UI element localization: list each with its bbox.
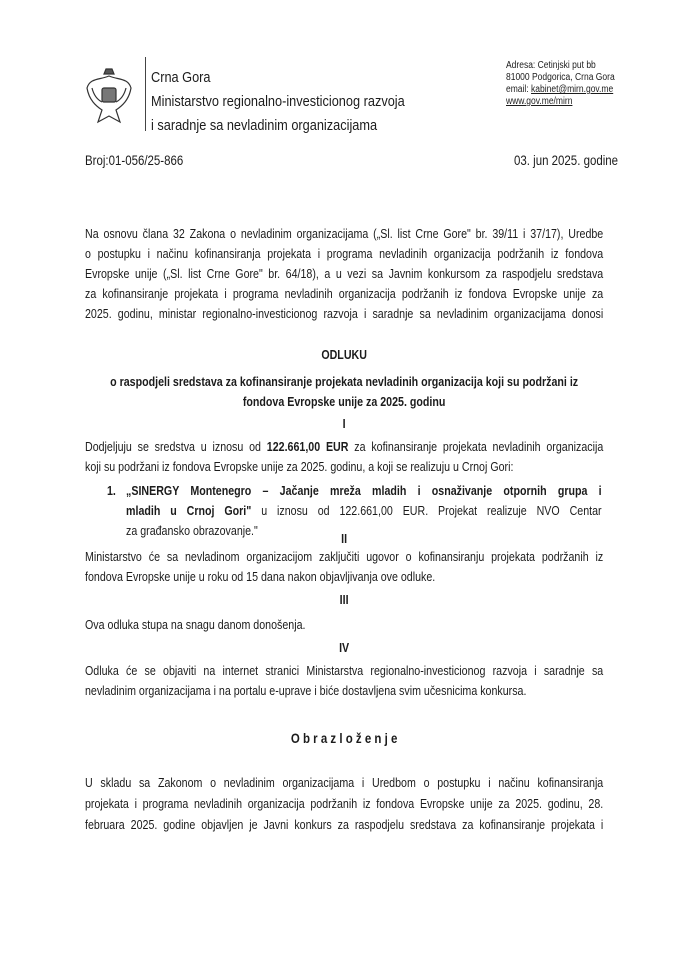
address-line1: Adresa: Cetinjski put bb xyxy=(506,60,596,71)
section2-line: Ministarstvo će sa nevladinom organizacijom zaključiti ugovor o kofinansiranju projekata podržanih iz xyxy=(85,549,604,564)
explanation-line: februara 2025. godine objavljen je Javni konkurs za raspodjelu sredstava za kofinansiranje projekata i xyxy=(85,817,604,832)
preamble-line: za kofinansiranje projekata i programa nevladinih organizacija podržanih iz fondova Evropske unije za xyxy=(85,286,604,301)
explanation-line: U skladu sa Zakonom o nevladinim organizacijama i Uredbom o postupku i načinu kofinansiranja xyxy=(85,775,604,790)
reference-number: Broj:01-056/25-866 xyxy=(85,152,184,168)
section-numeral-2: II xyxy=(341,531,348,546)
explanation-line: projekata i programa nevladinih organizacija podržanih iz fondova Evropske unije za 2025. godinu, 28. xyxy=(85,796,604,811)
amount: 122.661,00 EUR xyxy=(266,439,349,454)
section4-line: nevladinim organizacijama i na portalu e-uprave i biće dostavljena svim učesnicima konkursa. xyxy=(85,683,527,698)
list-item-line xyxy=(126,503,602,519)
decision-subtitle-line: o raspodjeli sredstava za kofinansiranje projekata nevladinih organizacija koji su podržani iz xyxy=(110,374,579,389)
section2-line: fondova Evropske unije u roku od 15 dana nakon objavljivanja ove odluke. xyxy=(85,569,436,584)
text: u iznosu od 122.661,00 EUR. Projekat realizuje NVO Centar xyxy=(251,503,602,518)
text: za kofinansiranje projekata nevladinih organizacija xyxy=(348,439,604,454)
preamble-line: 2025. godinu, ministar regionalno-investicionog razvoja i saradnje sa nevladinim organizacijama donosi xyxy=(85,306,604,321)
project-name: mladih u Crnoj Gori" xyxy=(126,503,252,518)
ministry-name-line2: i saradnje sa nevladinim organizacijama xyxy=(151,117,378,134)
explanation-heading: O b r a z l o ž e n j e xyxy=(290,730,398,746)
preamble-line: Evropske unije („Sl. list Crne Gore" br. 64/18), a u vezi sa Javnim konkursom za raspodjelu sredstava xyxy=(85,266,604,281)
section1-line xyxy=(85,439,603,455)
ministry-name-line1: Ministarstvo regionalno-investicionog razvoja xyxy=(151,93,405,110)
header-divider xyxy=(145,57,146,131)
country-name: Crna Gora xyxy=(151,69,211,86)
decision-title: ODLUKU xyxy=(321,347,367,362)
email-link[interactable]: kabinet@mirn.gov.me xyxy=(531,84,614,95)
section-numeral-1: I xyxy=(342,416,346,431)
section1-line: koji su podržani iz fondova Evropske unije za 2025. godinu, a koji se realizuju u Crnoj Gori: xyxy=(85,459,514,474)
list-item-number: 1. xyxy=(107,483,116,498)
preamble-line: Na osnovu člana 32 Zakona o nevladinim organizacijama („Sl. list Crne Gore" br. 39/11 i 37/17), Uredbe xyxy=(85,226,604,241)
section3-line: Ova odluka stupa na snagu danom donošenja. xyxy=(85,617,306,632)
list-item-line: za građansko obrazovanje." xyxy=(126,523,258,538)
text: Dodjeljuju se sredstva u iznosu od xyxy=(85,439,267,454)
section4-line: Odluka će se objaviti na internet stranici Ministarstva regionalno-investicionog razvoja i saradnje sa xyxy=(85,663,604,678)
decision-subtitle-line: fondova Evropske unije za 2025. godinu xyxy=(242,394,446,409)
website-link[interactable]: www.gov.me/mirn xyxy=(506,96,573,107)
address-line2: 81000 Podgorica, Crna Gora xyxy=(506,72,615,83)
section-numeral-4: IV xyxy=(339,640,350,655)
email-line xyxy=(506,84,613,96)
preamble-line: o postupku i načinu kofinansiranja projekata i programa nevladinih organizacija podržanih iz fondova xyxy=(85,246,604,261)
section-numeral-3: III xyxy=(339,592,349,607)
email-label: email: xyxy=(506,84,532,95)
list-item-line: „SINERGY Montenegro – Jačanje mreža mladih i osnaživanje otpornih grupa i xyxy=(126,483,602,498)
coat-of-arms-icon xyxy=(84,66,134,128)
document-date: 03. jun 2025. godine xyxy=(514,152,619,168)
